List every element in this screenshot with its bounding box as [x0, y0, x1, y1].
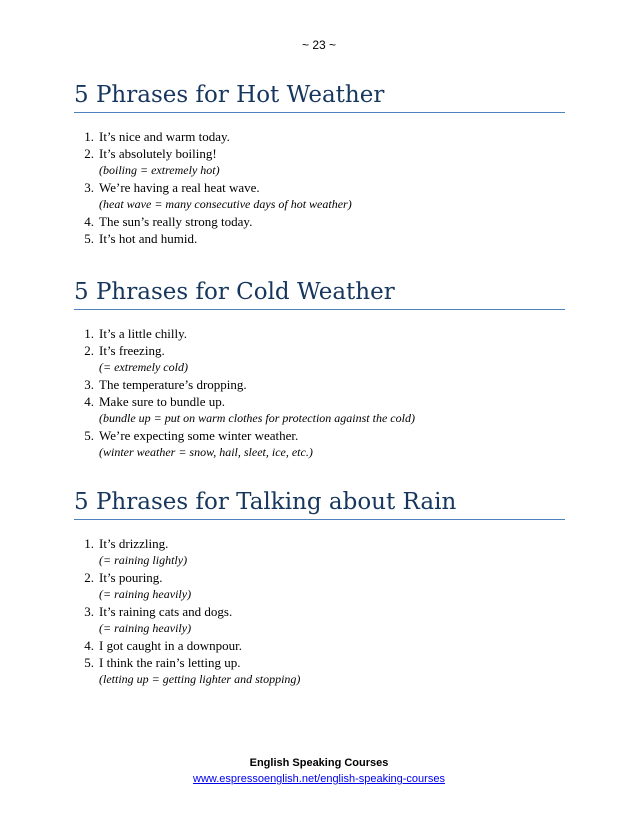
phrase-text: The temperature’s dropping.	[99, 377, 247, 392]
item-number: 1.	[84, 326, 94, 341]
phrase-note: (winter weather = snow, hail, sleet, ice, etc.)	[99, 445, 313, 459]
phrase-text: It’s raining cats and dogs.	[99, 604, 233, 619]
section-title: 5 Phrases for Cold Weather	[74, 277, 565, 310]
phrase-text: I got caught in a downpour.	[99, 638, 242, 653]
phrase-text: We’re having a real heat wave.	[99, 180, 260, 195]
footer-link[interactable]: www.espressoenglish.net/english-speaking-courses	[193, 773, 445, 785]
phrase-note: (= raining heavily)	[99, 587, 192, 601]
phrase-note: (boiling = extremely hot)	[99, 163, 220, 177]
page-number: ~ 23 ~	[301, 38, 337, 52]
phrase-note: (bundle up = put on warm clothes for protection against the cold)	[99, 411, 415, 425]
item-number: 1.	[84, 536, 94, 551]
footer-title: English Speaking Courses	[249, 757, 389, 769]
phrase-note: (= raining heavily)	[99, 621, 192, 635]
phrase-text: I think the rain’s letting up.	[99, 655, 241, 670]
item-number: 3.	[84, 377, 94, 392]
item-number: 5.	[84, 655, 94, 670]
item-number: 4.	[84, 638, 94, 653]
item-number: 3.	[84, 604, 94, 619]
phrase-text: It’s pouring.	[99, 570, 163, 585]
phrase-text: It’s freezing.	[99, 343, 165, 358]
phrase-text: It’s hot and humid.	[99, 231, 198, 246]
list-item	[74, 145, 565, 179]
phrase-note: (letting up = getting lighter and stopping)	[99, 672, 301, 686]
item-number: 2.	[84, 343, 94, 358]
section-hot-weather	[74, 80, 565, 247]
list-item	[74, 393, 565, 427]
item-number: 4.	[84, 214, 94, 229]
phrase-text: We’re expecting some winter weather.	[99, 428, 299, 443]
page-footer	[0, 755, 638, 787]
phrase-text: It’s a little chilly.	[99, 326, 187, 341]
item-number: 5.	[84, 231, 94, 246]
list-item	[74, 213, 565, 230]
phrase-text: The sun’s really strong today.	[99, 214, 253, 229]
list-item	[74, 376, 565, 393]
list-item	[74, 637, 565, 654]
list-item	[74, 427, 565, 461]
section-title: 5 Phrases for Talking about Rain	[74, 487, 565, 520]
list-item	[74, 603, 565, 637]
list-item	[74, 342, 565, 376]
section-title: 5 Phrases for Hot Weather	[74, 80, 565, 113]
item-number: 1.	[84, 129, 94, 144]
list-item	[74, 535, 565, 569]
item-number: 2.	[84, 146, 94, 161]
list-item	[74, 230, 565, 247]
list-item	[74, 325, 565, 342]
phrase-note: (heat wave = many consecutive days of hot weather)	[99, 197, 352, 211]
phrase-text: It’s nice and warm today.	[99, 129, 230, 144]
list-item	[74, 569, 565, 603]
item-number: 2.	[84, 570, 94, 585]
item-number: 4.	[84, 394, 94, 409]
phrase-list	[74, 128, 565, 247]
section-cold-weather	[74, 277, 565, 461]
phrase-text: Make sure to bundle up.	[99, 394, 226, 409]
phrase-text: It’s absolutely boiling!	[99, 146, 217, 161]
phrase-note: (= extremely cold)	[99, 360, 188, 374]
phrase-note: (= raining lightly)	[99, 553, 188, 567]
item-number: 3.	[84, 180, 94, 195]
item-number: 5.	[84, 428, 94, 443]
list-item	[74, 179, 565, 213]
list-item	[74, 654, 565, 688]
list-item	[74, 128, 565, 145]
phrase-list	[74, 535, 565, 688]
phrase-list	[74, 325, 565, 461]
section-rain	[74, 487, 565, 688]
phrase-text: It’s drizzling.	[99, 536, 169, 551]
